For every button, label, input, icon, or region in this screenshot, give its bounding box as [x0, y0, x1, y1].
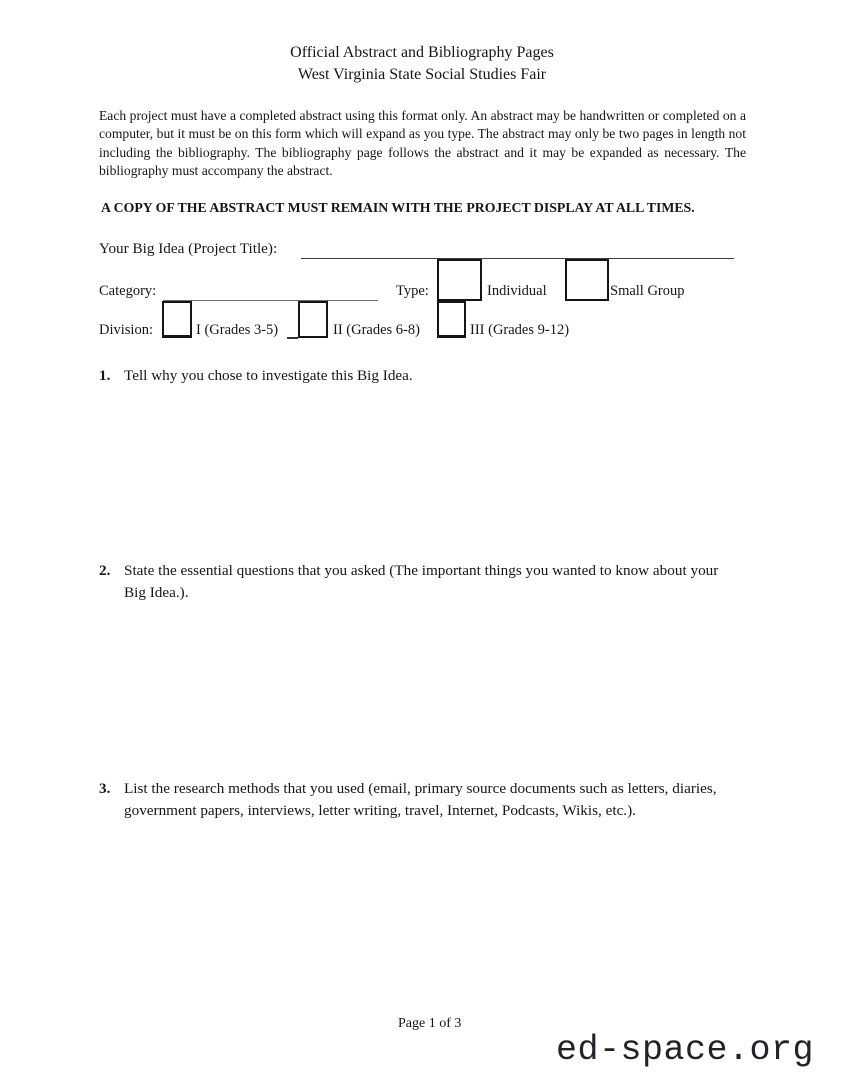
division-3-label: III (Grades 9-12)	[470, 322, 570, 338]
display-notice: A COPY OF THE ABSTRACT MUST REMAIN WITH THE PROJECT DISPLAY AT ALL TIMES.	[101, 200, 695, 215]
question-2-answer-area[interactable]	[99, 612, 745, 770]
question-2-text: State the essential questions that you asked (The important things you wanted to know about your Big Idea.).	[124, 562, 719, 601]
type-small-group-label: Small Group	[610, 283, 685, 299]
division-1-checkbox[interactable]	[162, 301, 192, 338]
project-title-input-line[interactable]	[301, 240, 734, 259]
division-2-checkbox[interactable]	[298, 301, 328, 338]
question-3-number: 3.	[99, 780, 111, 797]
type-individual-label: Individual	[487, 283, 547, 299]
question-3-answer-area[interactable]	[99, 828, 745, 1006]
question-1-text: Tell why you chose to investigate this Big Idea.	[124, 367, 413, 384]
category-input-line[interactable]	[163, 284, 378, 301]
division-3-checkbox[interactable]	[437, 301, 466, 338]
division-underscore-mark	[287, 323, 298, 339]
type-small-group-checkbox[interactable]	[565, 259, 609, 301]
question-1-number: 1.	[99, 367, 111, 384]
type-individual-checkbox[interactable]	[437, 259, 482, 301]
type-label: Type:	[396, 283, 429, 299]
question-2-number: 2.	[99, 562, 111, 579]
intro-paragraph: Each project must have a completed abstract using this format only. An abstract may be handwritten or completed on a computer, but it must be on this form which will expand as you type. The abstract may only be two pages in length not including the bibliography. The bibliography page follows the abstract and it may be expanded as necessary. The bibliography must accompany the abstract.	[99, 108, 746, 178]
division-1-label: I (Grades 3-5)	[196, 322, 279, 338]
question-3-text: List the research methods that you used (email, primary source documents such as letters, diaries, government papers, interviews, letter writing, travel, Internet, Podcasts, Wikis, etc.).	[124, 780, 717, 819]
category-label: Category:	[99, 283, 157, 299]
watermark: ed-space.org	[556, 1030, 815, 1070]
question-1-answer-area[interactable]	[99, 392, 745, 552]
division-label: Division:	[99, 322, 153, 338]
page-title-line-1: Official Abstract and Bibliography Pages	[290, 44, 554, 61]
division-2-label: II (Grades 6-8)	[333, 322, 420, 338]
project-title-label: Your Big Idea (Project Title):	[99, 240, 278, 257]
page-number: Page 1 of 3	[398, 1016, 462, 1031]
page-title-line-2: West Virginia State Social Studies Fair	[297, 66, 547, 83]
